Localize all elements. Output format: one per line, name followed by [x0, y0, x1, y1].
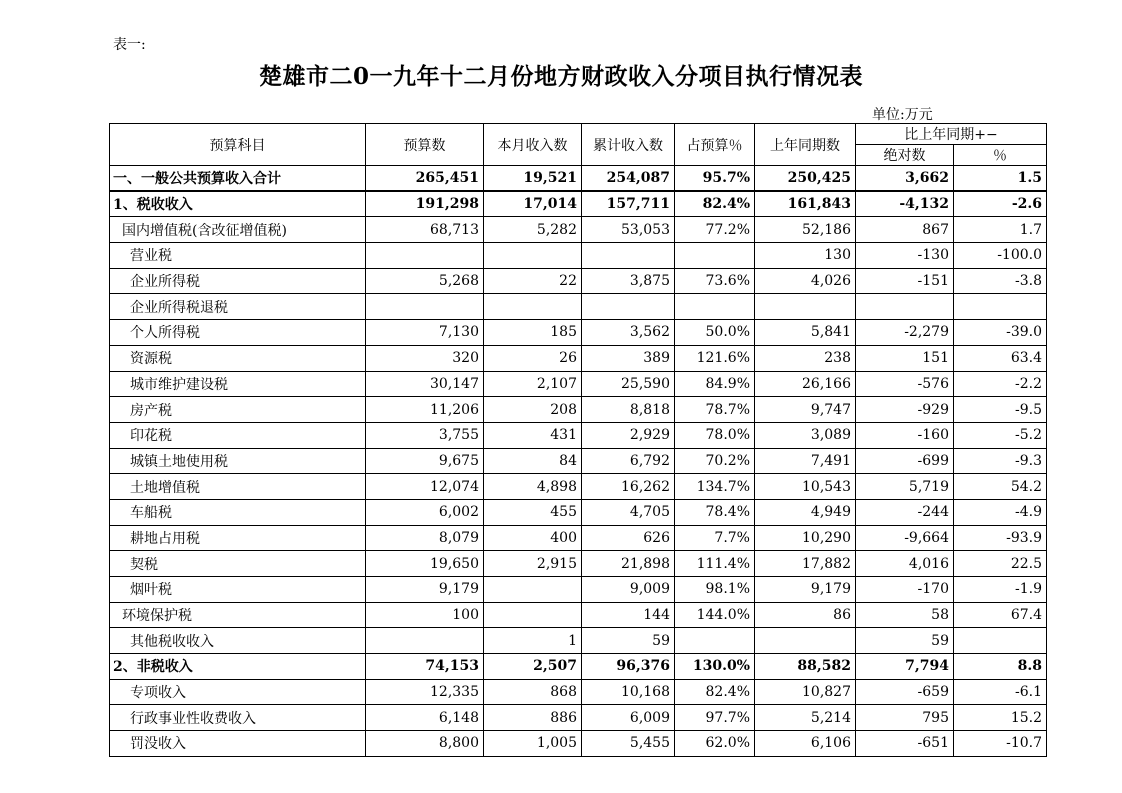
cell-absolute: -160	[856, 422, 954, 448]
cell-absolute: -659	[856, 679, 954, 705]
cell-pct: 134.7%	[675, 474, 755, 500]
cell-percent: -6.1	[954, 679, 1047, 705]
cell-pct: 78.0%	[675, 422, 755, 448]
cell-percent: -2.2	[954, 371, 1047, 397]
cell-budget: 74,153	[366, 654, 484, 680]
cell-cumulative: 3,875	[582, 268, 675, 294]
cell-absolute: -151	[856, 268, 954, 294]
cell-pct: 130.0%	[675, 654, 755, 680]
cell-absolute: 3,662	[856, 166, 954, 192]
table-row	[110, 705, 1047, 731]
cell-budget: 12,335	[366, 679, 484, 705]
cell-cumulative: 254,087	[582, 166, 675, 192]
header-month: 本月收入数	[484, 124, 582, 166]
cell-absolute: -699	[856, 448, 954, 474]
cell-last-year: 238	[755, 345, 856, 371]
cell-last-year: 52,186	[755, 217, 856, 243]
cell-percent: 1.7	[954, 217, 1047, 243]
cell-month: 1,005	[484, 731, 582, 757]
table-body	[110, 166, 1047, 757]
cell-last-year: 130	[755, 243, 856, 269]
header-absolute: 绝对数	[856, 145, 954, 166]
cell-pct: 70.2%	[675, 448, 755, 474]
cell-budget: 265,451	[366, 166, 484, 192]
cell-month: 208	[484, 397, 582, 423]
cell-pct: 97.7%	[675, 705, 755, 731]
cell-pct	[675, 243, 755, 269]
cell-pct: 144.0%	[675, 602, 755, 628]
cell-last-year: 26,166	[755, 371, 856, 397]
cell-subject: 国内增值税(含改征增值税)	[110, 217, 366, 243]
table-row	[110, 371, 1047, 397]
cell-month	[484, 243, 582, 269]
cell-last-year: 10,290	[755, 525, 856, 551]
table-row	[110, 654, 1047, 680]
cell-budget	[366, 294, 484, 320]
cell-absolute: -651	[856, 731, 954, 757]
cell-absolute: -244	[856, 499, 954, 525]
cell-subject: 环境保护税	[110, 602, 366, 628]
header-subject: 预算科目	[110, 124, 366, 166]
cell-absolute: 7,794	[856, 654, 954, 680]
header-cumulative: 累计收入数	[582, 124, 675, 166]
cell-cumulative: 96,376	[582, 654, 675, 680]
cell-budget: 8,800	[366, 731, 484, 757]
cell-subject: 行政事业性收费收入	[110, 705, 366, 731]
cell-budget: 5,268	[366, 268, 484, 294]
table-row	[110, 422, 1047, 448]
cell-subject: 耕地占用税	[110, 525, 366, 551]
cell-percent: -93.9	[954, 525, 1047, 551]
cell-absolute: -170	[856, 577, 954, 603]
cell-pct: 84.9%	[675, 371, 755, 397]
table-row	[110, 525, 1047, 551]
cell-pct: 78.7%	[675, 397, 755, 423]
cell-absolute: -929	[856, 397, 954, 423]
cell-month	[484, 602, 582, 628]
cell-budget: 3,755	[366, 422, 484, 448]
cell-subject: 企业所得税	[110, 268, 366, 294]
cell-absolute: -130	[856, 243, 954, 269]
cell-cumulative: 6,792	[582, 448, 675, 474]
cell-cumulative: 25,590	[582, 371, 675, 397]
cell-last-year	[755, 294, 856, 320]
cell-last-year: 4,949	[755, 499, 856, 525]
cell-month: 17,014	[484, 191, 582, 217]
table-caption: 表一:	[113, 37, 146, 53]
cell-month: 868	[484, 679, 582, 705]
cell-last-year: 88,582	[755, 654, 856, 680]
cell-cumulative: 8,818	[582, 397, 675, 423]
table-row	[110, 397, 1047, 423]
cell-last-year: 10,543	[755, 474, 856, 500]
page-title: 楚雄市二0一九年十二月份地方财政收入分项目执行情况表	[258, 63, 863, 90]
cell-subject: 房产税	[110, 397, 366, 423]
cell-subject: 其他税收收入	[110, 628, 366, 654]
cell-month: 2,915	[484, 551, 582, 577]
cell-cumulative: 5,455	[582, 731, 675, 757]
cell-pct: 73.6%	[675, 268, 755, 294]
cell-absolute: -2,279	[856, 320, 954, 346]
cell-last-year: 6,106	[755, 731, 856, 757]
cell-month: 886	[484, 705, 582, 731]
cell-month: 185	[484, 320, 582, 346]
cell-budget: 19,650	[366, 551, 484, 577]
table-row	[110, 731, 1047, 757]
cell-budget	[366, 628, 484, 654]
cell-cumulative: 3,562	[582, 320, 675, 346]
cell-budget: 6,148	[366, 705, 484, 731]
cell-absolute: -9,664	[856, 525, 954, 551]
cell-absolute: 5,719	[856, 474, 954, 500]
cell-percent: 63.4	[954, 345, 1047, 371]
cell-subject: 印花税	[110, 422, 366, 448]
cell-month: 84	[484, 448, 582, 474]
cell-budget: 12,074	[366, 474, 484, 500]
cell-absolute: 795	[856, 705, 954, 731]
table-row	[110, 166, 1047, 192]
table-row	[110, 602, 1047, 628]
cell-percent: -100.0	[954, 243, 1047, 269]
cell-budget: 9,179	[366, 577, 484, 603]
cell-month: 19,521	[484, 166, 582, 192]
cell-last-year: 7,491	[755, 448, 856, 474]
cell-percent: -2.6	[954, 191, 1047, 217]
cell-subject: 一、一般公共预算收入合计	[110, 166, 366, 192]
cell-subject: 烟叶税	[110, 577, 366, 603]
cell-cumulative: 10,168	[582, 679, 675, 705]
cell-last-year: 161,843	[755, 191, 856, 217]
cell-budget: 8,079	[366, 525, 484, 551]
header-pct: 占预算％	[675, 124, 755, 166]
cell-last-year: 5,841	[755, 320, 856, 346]
cell-subject: 营业税	[110, 243, 366, 269]
cell-pct	[675, 294, 755, 320]
cell-percent	[954, 628, 1047, 654]
cell-absolute: -4,132	[856, 191, 954, 217]
cell-percent: -9.5	[954, 397, 1047, 423]
cell-last-year: 250,425	[755, 166, 856, 192]
cell-cumulative: 6,009	[582, 705, 675, 731]
cell-cumulative: 2,929	[582, 422, 675, 448]
cell-budget: 320	[366, 345, 484, 371]
cell-cumulative: 626	[582, 525, 675, 551]
cell-percent: -9.3	[954, 448, 1047, 474]
cell-pct: 82.4%	[675, 191, 755, 217]
cell-absolute: 58	[856, 602, 954, 628]
cell-percent: -4.9	[954, 499, 1047, 525]
cell-cumulative: 144	[582, 602, 675, 628]
cell-subject: 个人所得税	[110, 320, 366, 346]
cell-subject: 土地增值税	[110, 474, 366, 500]
cell-last-year: 4,026	[755, 268, 856, 294]
cell-percent: -39.0	[954, 320, 1047, 346]
table-row	[110, 499, 1047, 525]
cell-pct: 98.1%	[675, 577, 755, 603]
cell-percent: 8.8	[954, 654, 1047, 680]
table-row	[110, 243, 1047, 269]
cell-percent: -10.7	[954, 731, 1047, 757]
header-percent: ％	[954, 145, 1047, 166]
cell-absolute: 4,016	[856, 551, 954, 577]
cell-last-year: 9,179	[755, 577, 856, 603]
cell-cumulative	[582, 294, 675, 320]
cell-subject: 城市维护建设税	[110, 371, 366, 397]
cell-pct: 50.0%	[675, 320, 755, 346]
cell-month	[484, 577, 582, 603]
cell-subject: 企业所得税退税	[110, 294, 366, 320]
cell-month: 5,282	[484, 217, 582, 243]
cell-month: 455	[484, 499, 582, 525]
cell-percent: -1.9	[954, 577, 1047, 603]
cell-last-year: 3,089	[755, 422, 856, 448]
unit-label: 单位:万元	[872, 107, 933, 123]
cell-subject: 资源税	[110, 345, 366, 371]
cell-month: 431	[484, 422, 582, 448]
cell-pct: 62.0%	[675, 731, 755, 757]
cell-pct: 7.7%	[675, 525, 755, 551]
table-row	[110, 448, 1047, 474]
table-row	[110, 345, 1047, 371]
cell-subject: 城镇土地使用税	[110, 448, 366, 474]
cell-month	[484, 294, 582, 320]
cell-cumulative: 59	[582, 628, 675, 654]
cell-budget: 7,130	[366, 320, 484, 346]
cell-cumulative: 389	[582, 345, 675, 371]
cell-percent: 67.4	[954, 602, 1047, 628]
cell-pct: 121.6%	[675, 345, 755, 371]
cell-budget: 191,298	[366, 191, 484, 217]
cell-absolute	[856, 294, 954, 320]
table-row	[110, 268, 1047, 294]
cell-last-year: 5,214	[755, 705, 856, 731]
cell-budget	[366, 243, 484, 269]
cell-cumulative: 53,053	[582, 217, 675, 243]
cell-last-year: 9,747	[755, 397, 856, 423]
table-row	[110, 474, 1047, 500]
cell-absolute: -576	[856, 371, 954, 397]
cell-pct: 82.4%	[675, 679, 755, 705]
cell-subject: 专项收入	[110, 679, 366, 705]
cell-percent: 15.2	[954, 705, 1047, 731]
cell-budget: 6,002	[366, 499, 484, 525]
cell-month: 26	[484, 345, 582, 371]
cell-month: 2,507	[484, 654, 582, 680]
header-last-year: 上年同期数	[755, 124, 856, 166]
cell-budget: 30,147	[366, 371, 484, 397]
table-row	[110, 294, 1047, 320]
table-row	[110, 217, 1047, 243]
header-compare: 比上年同期+−	[856, 124, 1047, 145]
cell-absolute: 151	[856, 345, 954, 371]
cell-cumulative: 21,898	[582, 551, 675, 577]
cell-month: 2,107	[484, 371, 582, 397]
cell-last-year: 10,827	[755, 679, 856, 705]
cell-subject: 车船税	[110, 499, 366, 525]
cell-month: 22	[484, 268, 582, 294]
cell-cumulative: 9,009	[582, 577, 675, 603]
cell-month: 4,898	[484, 474, 582, 500]
cell-month: 400	[484, 525, 582, 551]
cell-month: 1	[484, 628, 582, 654]
cell-pct: 95.7%	[675, 166, 755, 192]
cell-subject: 契税	[110, 551, 366, 577]
header-budget: 预算数	[366, 124, 484, 166]
table-row	[110, 551, 1047, 577]
table-row	[110, 679, 1047, 705]
cell-budget: 11,206	[366, 397, 484, 423]
cell-percent	[954, 294, 1047, 320]
cell-pct: 111.4%	[675, 551, 755, 577]
cell-percent: -3.8	[954, 268, 1047, 294]
cell-budget: 9,675	[366, 448, 484, 474]
cell-last-year: 17,882	[755, 551, 856, 577]
cell-absolute: 59	[856, 628, 954, 654]
cell-percent: -5.2	[954, 422, 1047, 448]
cell-pct	[675, 628, 755, 654]
cell-pct: 77.2%	[675, 217, 755, 243]
cell-last-year: 86	[755, 602, 856, 628]
cell-percent: 22.5	[954, 551, 1047, 577]
cell-percent: 54.2	[954, 474, 1047, 500]
table-row	[110, 320, 1047, 346]
cell-subject: 1、税收收入	[110, 191, 366, 217]
cell-percent: 1.5	[954, 166, 1047, 192]
cell-subject: 罚没收入	[110, 731, 366, 757]
cell-cumulative: 4,705	[582, 499, 675, 525]
table-row	[110, 577, 1047, 603]
cell-budget: 68,713	[366, 217, 484, 243]
table-row	[110, 191, 1047, 217]
revenue-table	[109, 123, 1047, 757]
cell-cumulative: 157,711	[582, 191, 675, 217]
cell-cumulative: 16,262	[582, 474, 675, 500]
table-row	[110, 628, 1047, 654]
cell-budget: 100	[366, 602, 484, 628]
cell-absolute: 867	[856, 217, 954, 243]
cell-last-year	[755, 628, 856, 654]
cell-subject: 2、非税收入	[110, 654, 366, 680]
cell-pct: 78.4%	[675, 499, 755, 525]
cell-cumulative	[582, 243, 675, 269]
